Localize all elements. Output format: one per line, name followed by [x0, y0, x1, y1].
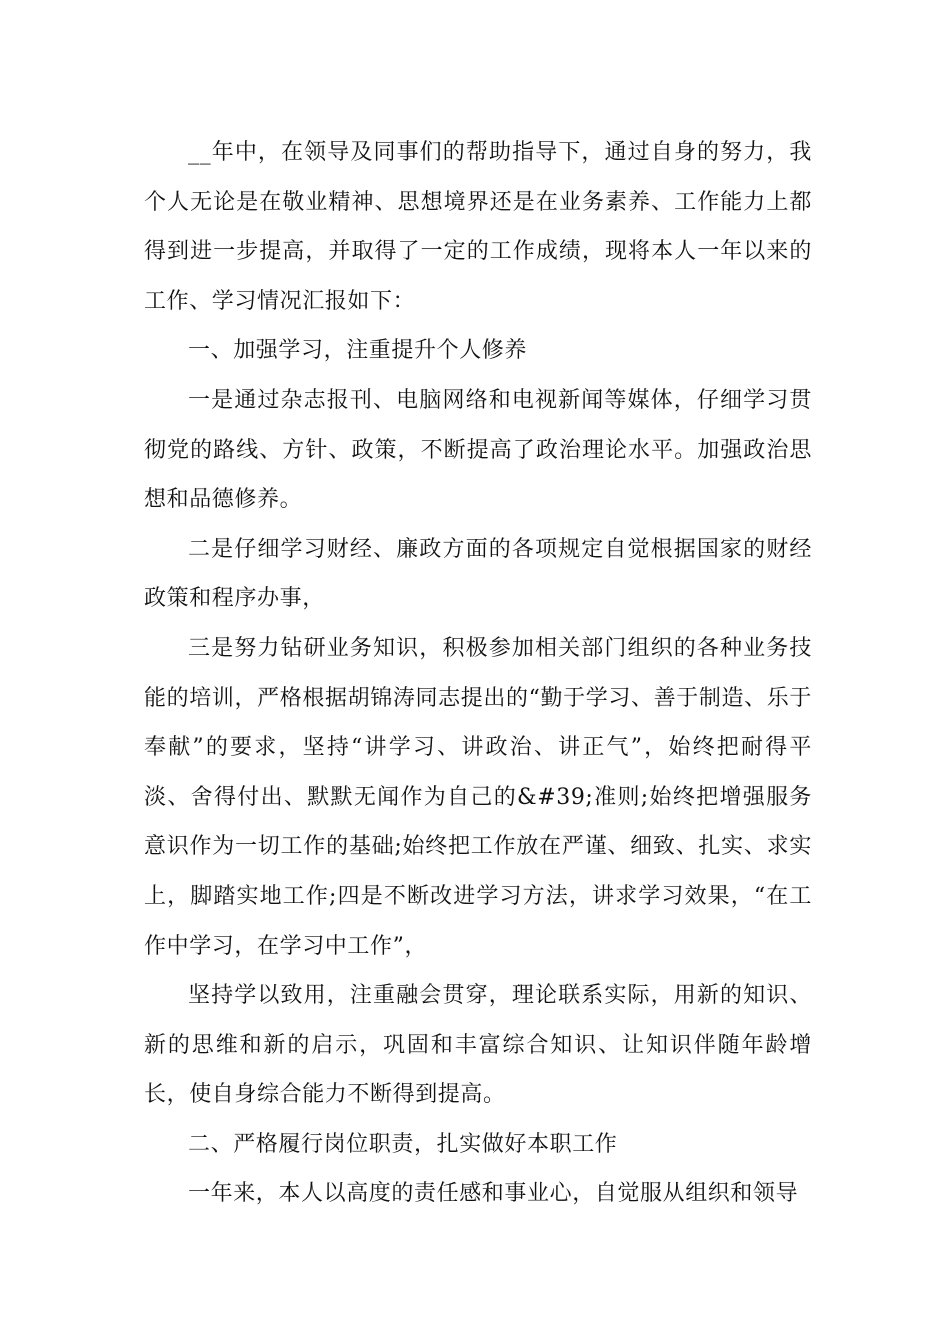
section-heading-1: 一、加强学习，注重提升个人修养: [188, 338, 528, 364]
intro-paragraph: __年中，在领导及同事们的帮助指导下，通过自身的努力，我个人无论是在敬业精神、思想境界还是在业务素养、工作能力上都得到进一步提高，并取得了一定的工作成绩，现将本人一年以来的工作、学习情况汇报如下：: [144, 140, 812, 314]
body-paragraph-4: 坚持学以致用，注重融会贯穿，理论联系实际，用新的知识、新的思维和新的启示，巩固和丰富综合知识、让知识伴随年龄增长，使自身综合能力不断得到提高。: [144, 983, 812, 1108]
body-paragraph-5: 一年来，本人以高度的责任感和事业心，自觉服从组织和领导: [188, 1181, 799, 1207]
body-paragraph-1: 一是通过杂志报刊、电脑网络和电视新闻等媒体，仔细学习贯彻党的路线、方针、政策，不断提高了政治理论水平。加强政治思想和品德修养。: [144, 387, 812, 513]
body-paragraph-3: 三是努力钻研业务知识，积极参加相关部门组织的各种业务技能的培训，严格根据胡锦涛同志提出的“勤于学习、善于制造、乐于奉献”的要求，坚持“讲学习、讲政治、讲正气”，始终把耐得平淡、舍得付出、默默无闻作为自己的&#39;准则;始终把增强服务意识作为一切工作的基础;始终把工作放在严谨、细致、扎实、求实上，脚踏实地工作;四是不断改进学习方法，讲求学习效果，“在工作中学习，在学习中工作”，: [144, 635, 812, 959]
document-body: [144, 128, 812, 1219]
section-heading-2: 二、严格履行岗位职责，扎实做好本职工作: [188, 1131, 618, 1157]
body-paragraph-2: 二是仔细学习财经、廉政方面的各项规定自觉根据国家的财经政策和程序办事，: [144, 536, 812, 612]
